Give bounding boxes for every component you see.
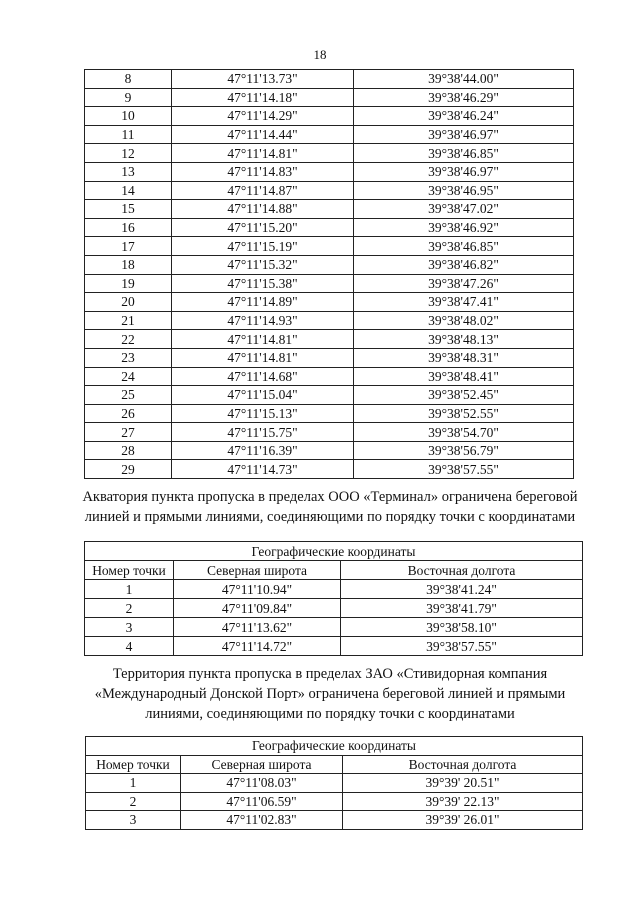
longitude-cell: 39°38'48.31" — [354, 348, 574, 367]
longitude-cell: 39°38'46.24" — [354, 107, 574, 126]
point-number-cell: 25 — [85, 386, 172, 405]
table-row — [85, 255, 574, 274]
latitude-cell: 47°11'14.81" — [172, 144, 354, 163]
longitude-cell: 39°38'46.95" — [354, 181, 574, 200]
latitude-cell: 47°11'14.81" — [172, 330, 354, 349]
terminal-coordinates-body — [85, 580, 583, 656]
point-number-cell: 27 — [85, 423, 172, 442]
table-row — [85, 580, 583, 599]
latitude-cell: 47°11'15.20" — [172, 218, 354, 237]
point-number-cell: 1 — [86, 774, 181, 793]
table-row — [85, 144, 574, 163]
table-row — [85, 218, 574, 237]
port-territory-paragraph — [60, 664, 600, 724]
longitude-cell: 39°38'47.41" — [354, 293, 574, 312]
latitude-cell: 47°11'15.75" — [172, 423, 354, 442]
longitude-cell: 39°38'54.70" — [354, 423, 574, 442]
table-row — [85, 274, 574, 293]
table-row — [85, 311, 574, 330]
table-header-row — [86, 755, 583, 774]
point-number-cell: 17 — [85, 237, 172, 256]
table-row — [85, 404, 574, 423]
latitude-cell: 47°11'09.84" — [174, 599, 341, 618]
coordinates-table-body — [85, 70, 574, 479]
latitude-cell: 47°11'14.73" — [172, 460, 354, 479]
longitude-cell: 39°38'46.82" — [354, 255, 574, 274]
terminal-aquatory-paragraph — [60, 487, 600, 527]
point-number-cell: 3 — [85, 618, 174, 637]
table-group-header: Географические координаты — [86, 737, 583, 756]
table-row — [85, 181, 574, 200]
paragraph-line: линией и прямыми линиями, соединяющими по порядку точки с координатами — [84, 509, 576, 525]
longitude-cell: 39°38'57.55" — [341, 637, 583, 656]
latitude-cell: 47°11'14.68" — [172, 367, 354, 386]
latitude-cell: 47°11'13.73" — [172, 70, 354, 89]
point-number-cell: 2 — [85, 599, 174, 618]
point-number-cell: 3 — [86, 811, 181, 830]
table-row — [86, 792, 583, 811]
longitude-cell: 39°39' 22.13" — [343, 792, 583, 811]
longitude-cell: 39°38'47.26" — [354, 274, 574, 293]
longitude-cell: 39°38'46.97" — [354, 162, 574, 181]
latitude-cell: 47°11'02.83" — [181, 811, 343, 830]
point-number-cell: 15 — [85, 200, 172, 219]
point-number-cell: 24 — [85, 367, 172, 386]
point-number-cell: 8 — [85, 70, 172, 89]
longitude-cell: 39°38'41.24" — [341, 580, 583, 599]
column-header-latitude: Северная широта — [181, 755, 343, 774]
point-number-cell: 18 — [85, 255, 172, 274]
longitude-cell: 39°38'44.00" — [354, 70, 574, 89]
paragraph-line: Территория пункта пропуска в пределах ЗАО «Стивидорная компания — [112, 666, 548, 682]
longitude-cell: 39°38'46.85" — [354, 144, 574, 163]
point-number-cell: 21 — [85, 311, 172, 330]
latitude-cell: 47°11'14.72" — [174, 637, 341, 656]
point-number-cell: 10 — [85, 107, 172, 126]
latitude-cell: 47°11'14.81" — [172, 348, 354, 367]
point-number-cell: 28 — [85, 441, 172, 460]
latitude-cell: 47°11'14.83" — [172, 162, 354, 181]
table-row — [85, 88, 574, 107]
longitude-cell: 39°38'47.02" — [354, 200, 574, 219]
point-number-cell: 2 — [86, 792, 181, 811]
latitude-cell: 47°11'14.89" — [172, 293, 354, 312]
longitude-cell: 39°38'48.13" — [354, 330, 574, 349]
point-number-cell: 29 — [85, 460, 172, 479]
paragraph-line: линиями, соединяющими по порядку точки с координатами — [145, 706, 515, 722]
table-row — [85, 237, 574, 256]
point-number-cell: 22 — [85, 330, 172, 349]
latitude-cell: 47°11'14.44" — [172, 125, 354, 144]
table-row — [85, 200, 574, 219]
table-row — [86, 811, 583, 830]
longitude-cell: 39°38'48.02" — [354, 311, 574, 330]
table-row — [85, 599, 583, 618]
longitude-cell: 39°38'56.79" — [354, 441, 574, 460]
column-header-longitude: Восточная долгота — [343, 755, 583, 774]
point-number-cell: 13 — [85, 162, 172, 181]
point-number-cell: 4 — [85, 637, 174, 656]
point-number-cell: 16 — [85, 218, 172, 237]
longitude-cell: 39°38'46.29" — [354, 88, 574, 107]
point-number-cell: 9 — [85, 88, 172, 107]
longitude-cell: 39°39' 20.51" — [343, 774, 583, 793]
table-row — [85, 441, 574, 460]
latitude-cell: 47°11'15.04" — [172, 386, 354, 405]
column-header-latitude: Северная широта — [174, 561, 341, 580]
latitude-cell: 47°11'14.18" — [172, 88, 354, 107]
point-number-cell: 1 — [85, 580, 174, 599]
table-row — [85, 348, 574, 367]
table-row — [85, 330, 574, 349]
column-header-point: Номер точки — [86, 755, 181, 774]
latitude-cell: 47°11'13.62" — [174, 618, 341, 637]
longitude-cell: 39°38'41.79" — [341, 599, 583, 618]
table-row — [85, 70, 574, 89]
point-number-cell: 19 — [85, 274, 172, 293]
table-row — [85, 125, 574, 144]
terminal-coordinates-table — [84, 541, 583, 656]
point-number-cell: 26 — [85, 404, 172, 423]
port-coordinates-body — [86, 774, 583, 830]
longitude-cell: 39°38'57.55" — [354, 460, 574, 479]
table-row — [85, 162, 574, 181]
table-group-header-row — [86, 737, 583, 756]
column-header-longitude: Восточная долгота — [341, 561, 583, 580]
longitude-cell: 39°38'46.92" — [354, 218, 574, 237]
latitude-cell: 47°11'15.38" — [172, 274, 354, 293]
table-row — [85, 423, 574, 442]
longitude-cell: 39°38'48.41" — [354, 367, 574, 386]
table-row — [85, 107, 574, 126]
table-row — [86, 774, 583, 793]
latitude-cell: 47°11'10.94" — [174, 580, 341, 599]
longitude-cell: 39°38'58.10" — [341, 618, 583, 637]
latitude-cell: 47°11'15.32" — [172, 255, 354, 274]
table-group-header-row — [85, 542, 583, 561]
table-group-header: Географические координаты — [85, 542, 583, 561]
latitude-cell: 47°11'16.39" — [172, 441, 354, 460]
table-row — [85, 460, 574, 479]
coordinates-table-continued — [84, 69, 574, 479]
point-number-cell: 12 — [85, 144, 172, 163]
table-row — [85, 637, 583, 656]
table-row — [85, 293, 574, 312]
latitude-cell: 47°11'14.88" — [172, 200, 354, 219]
latitude-cell: 47°11'15.13" — [172, 404, 354, 423]
point-number-cell: 14 — [85, 181, 172, 200]
longitude-cell: 39°39' 26.01" — [343, 811, 583, 830]
table-row — [85, 386, 574, 405]
page-number: 18 — [313, 47, 327, 62]
latitude-cell: 47°11'14.93" — [172, 311, 354, 330]
point-number-cell: 20 — [85, 293, 172, 312]
latitude-cell: 47°11'14.87" — [172, 181, 354, 200]
point-number-cell: 11 — [85, 125, 172, 144]
latitude-cell: 47°11'15.19" — [172, 237, 354, 256]
longitude-cell: 39°38'46.85" — [354, 237, 574, 256]
longitude-cell: 39°38'52.45" — [354, 386, 574, 405]
point-number-cell: 23 — [85, 348, 172, 367]
longitude-cell: 39°38'46.97" — [354, 125, 574, 144]
longitude-cell: 39°38'52.55" — [354, 404, 574, 423]
paragraph-line: Акватория пункта пропуска в пределах ООО «Терминал» ограничена береговой — [82, 489, 578, 505]
latitude-cell: 47°11'08.03" — [181, 774, 343, 793]
port-coordinates-table — [85, 736, 583, 830]
latitude-cell: 47°11'06.59" — [181, 792, 343, 811]
column-header-point: Номер точки — [85, 561, 174, 580]
table-row — [85, 367, 574, 386]
latitude-cell: 47°11'14.29" — [172, 107, 354, 126]
paragraph-line: «Международный Донской Порт» ограничена береговой линией и прямыми — [94, 686, 566, 702]
table-row — [85, 618, 583, 637]
table-header-row — [85, 561, 583, 580]
